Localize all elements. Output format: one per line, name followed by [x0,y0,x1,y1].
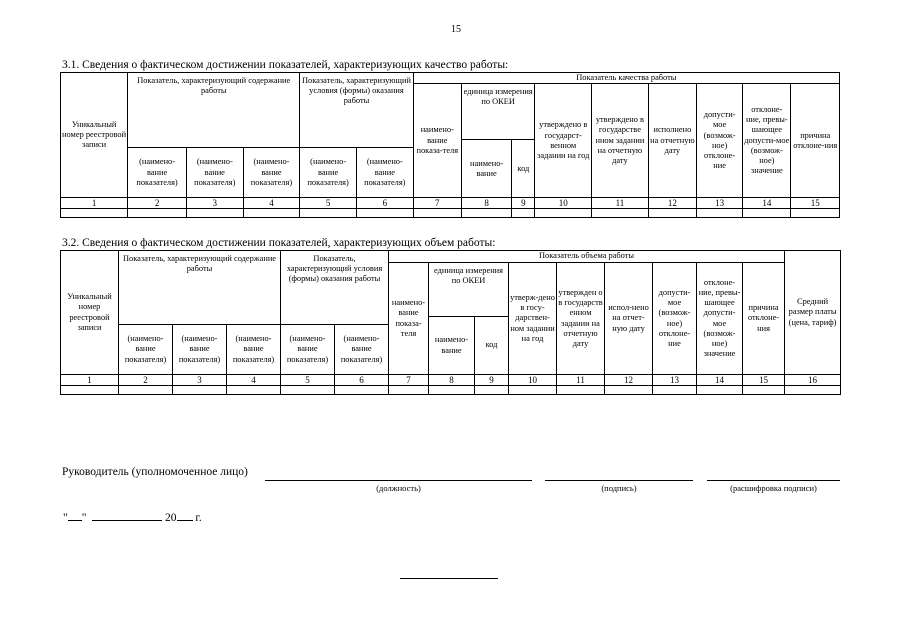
year-field[interactable] [177,510,193,521]
signature-line[interactable] [545,480,693,481]
column-number: 15 [791,198,840,209]
subheader-indicator-name: (наимено-вание показателя) [281,325,335,375]
header-unit-name: наимено-вание [461,140,511,198]
table-row [61,386,841,395]
column-number: 9 [475,375,509,386]
header-executed: испол-нено на отчет-ную дату [605,263,653,375]
header-allowed-deviation: допусти-мое (возмож-ное) отклоне-ние [653,263,697,375]
day-field[interactable] [68,510,82,521]
empty-cell[interactable] [119,386,173,395]
subheader-indicator-name: (наимено-вание показателя) [173,325,227,375]
empty-cell[interactable] [335,386,389,395]
empty-cell[interactable] [743,386,785,395]
header-allowed-deviation: допусти-мое (возмож-ное) отклоне-ние [697,84,743,198]
empty-cell[interactable] [61,386,119,395]
column-number: 7 [413,198,461,209]
header-approved-year: утверж-дено в госу-дарствен-ном задании на год [509,263,557,375]
header-unit-code: код [475,317,509,375]
header-volume-indicator: Показатель объема работы [389,251,785,263]
column-number: 16 [785,375,841,386]
signature-label: Руководитель (уполномоченное лицо) [62,466,248,478]
date-close-quote: " [81,512,87,524]
table-row [61,209,840,218]
header-indicator-name: наимено-вание показа-теля [389,263,429,375]
empty-cell[interactable] [785,386,841,395]
column-number: 1 [61,375,119,386]
position-caption: (должность) [376,483,421,493]
column-number: 1 [61,198,128,209]
column-number: 5 [281,375,335,386]
column-number: 12 [605,375,653,386]
column-number: 2 [128,198,187,209]
column-number: 3 [173,375,227,386]
column-number: 11 [592,198,649,209]
signature-caption: (подпись) [601,483,637,493]
header-deviation-reason: причина отклоне-ния [743,263,785,375]
header-executed: исполнено на отчетную дату [648,84,696,198]
empty-cell[interactable] [648,209,696,218]
empty-cell[interactable] [173,386,227,395]
column-number: 2 [119,375,173,386]
empty-cell[interactable] [429,386,475,395]
header-unit-okei: единица измерения по ОКЕИ [461,84,534,140]
column-number: 8 [429,375,475,386]
column-number: 5 [300,198,357,209]
empty-cell[interactable] [243,209,300,218]
page-number: 15 [451,24,461,35]
column-number: 13 [697,198,743,209]
empty-cell[interactable] [475,386,509,395]
section-3-2-title: 3.2. Сведения о фактическом достижении показателей, характеризующих объем работы: [62,237,496,249]
header-conditions-indicator: Показатель, характеризующий условия (формы) оказания работы [281,251,389,325]
subheader-indicator-name: (наимено-вание показателя) [186,148,243,198]
decoding-caption: (расшифровка подписи) [730,483,817,493]
header-exceeding-deviation: отклоне-ние, превы-шающее допусти-мое (возмож-ное) значение [743,84,791,198]
column-number: 14 [697,375,743,386]
column-number: 13 [653,375,697,386]
month-field[interactable] [92,510,162,521]
header-approved-date: утверждено в государстве нном задании на отчетную дату [592,84,649,198]
year-prefix: 20 [165,512,177,524]
volume-table [60,250,841,395]
empty-cell[interactable] [697,386,743,395]
header-unit-name: наимено-вание [429,317,475,375]
subheader-indicator-name: (наимено-вание показателя) [356,148,413,198]
section-3-1-title: 3.1. Сведения о фактическом достижении показателей, характеризующих качество работы: [62,59,509,71]
column-number: 14 [743,198,791,209]
quality-table [60,72,840,218]
subheader-indicator-name: (наимено-вание показателя) [128,148,187,198]
empty-cell[interactable] [300,209,357,218]
empty-cell[interactable] [389,386,429,395]
header-unique-record: Уникальный номер реестровой записи [61,73,128,198]
empty-cell[interactable] [461,209,511,218]
year-suffix: г. [195,512,202,524]
footer-line [400,578,498,579]
empty-cell[interactable] [61,209,128,218]
empty-cell[interactable] [697,209,743,218]
empty-cell[interactable] [605,386,653,395]
empty-cell[interactable] [413,209,461,218]
column-number: 11 [557,375,605,386]
empty-cell[interactable] [186,209,243,218]
subheader-indicator-name: (наимено-вание показателя) [300,148,357,198]
header-approved-year: утверждено в государст-венном задании на год [535,84,592,198]
subheader-indicator-name: (наимено-вание показателя) [227,325,281,375]
empty-cell[interactable] [592,209,649,218]
empty-cell[interactable] [535,209,592,218]
column-number: 10 [535,198,592,209]
column-number: 7 [389,375,429,386]
empty-cell[interactable] [227,386,281,395]
subheader-indicator-name: (наимено-вание показателя) [243,148,300,198]
empty-cell[interactable] [509,386,557,395]
empty-cell[interactable] [653,386,697,395]
empty-cell[interactable] [512,209,535,218]
subheader-indicator-name: (наимено-вание показателя) [335,325,389,375]
empty-cell[interactable] [791,209,840,218]
column-number: 9 [512,198,535,209]
empty-cell[interactable] [356,209,413,218]
header-approved-date: утвержден о в государств енном задании на отчетную дату [557,263,605,375]
header-unique-record: Уникальный номер реестровой записи [61,251,119,375]
position-line[interactable] [265,480,532,481]
date-line [63,510,202,524]
header-indicator-name: наимено-вание показа-теля [413,84,461,198]
header-content-indicator: Показатель, характеризующий содержание работы [128,73,300,148]
column-number: 4 [227,375,281,386]
decoding-line[interactable] [707,480,840,481]
subheader-indicator-name: (наимено-вание показателя) [119,325,173,375]
header-exceeding-deviation: отклоне-ние, превы-шающее допусти-мое (возмож-ное) значение [697,263,743,375]
header-conditions-indicator: Показатель, характеризующий условия (формы) оказания работы [300,73,413,148]
column-number: 8 [461,198,511,209]
header-average-fee: Средний размер платы (цена, тариф) [785,251,841,375]
column-number: 6 [335,375,389,386]
date-open-quote: " [63,512,68,524]
header-content-indicator: Показатель, характеризующий содержание работы [119,251,281,325]
column-number: 12 [648,198,696,209]
column-number: 15 [743,375,785,386]
header-quality-indicator: Показатель качества работы [413,73,839,84]
empty-cell[interactable] [557,386,605,395]
column-number: 10 [509,375,557,386]
empty-cell[interactable] [128,209,187,218]
empty-cell[interactable] [281,386,335,395]
header-deviation-reason: причина отклоне-ния [791,84,840,198]
empty-cell[interactable] [743,209,791,218]
column-number: 6 [356,198,413,209]
column-number: 3 [186,198,243,209]
header-unit-code: код [512,140,535,198]
column-number: 4 [243,198,300,209]
header-unit-okei: единица измерения по ОКЕИ [429,263,509,317]
